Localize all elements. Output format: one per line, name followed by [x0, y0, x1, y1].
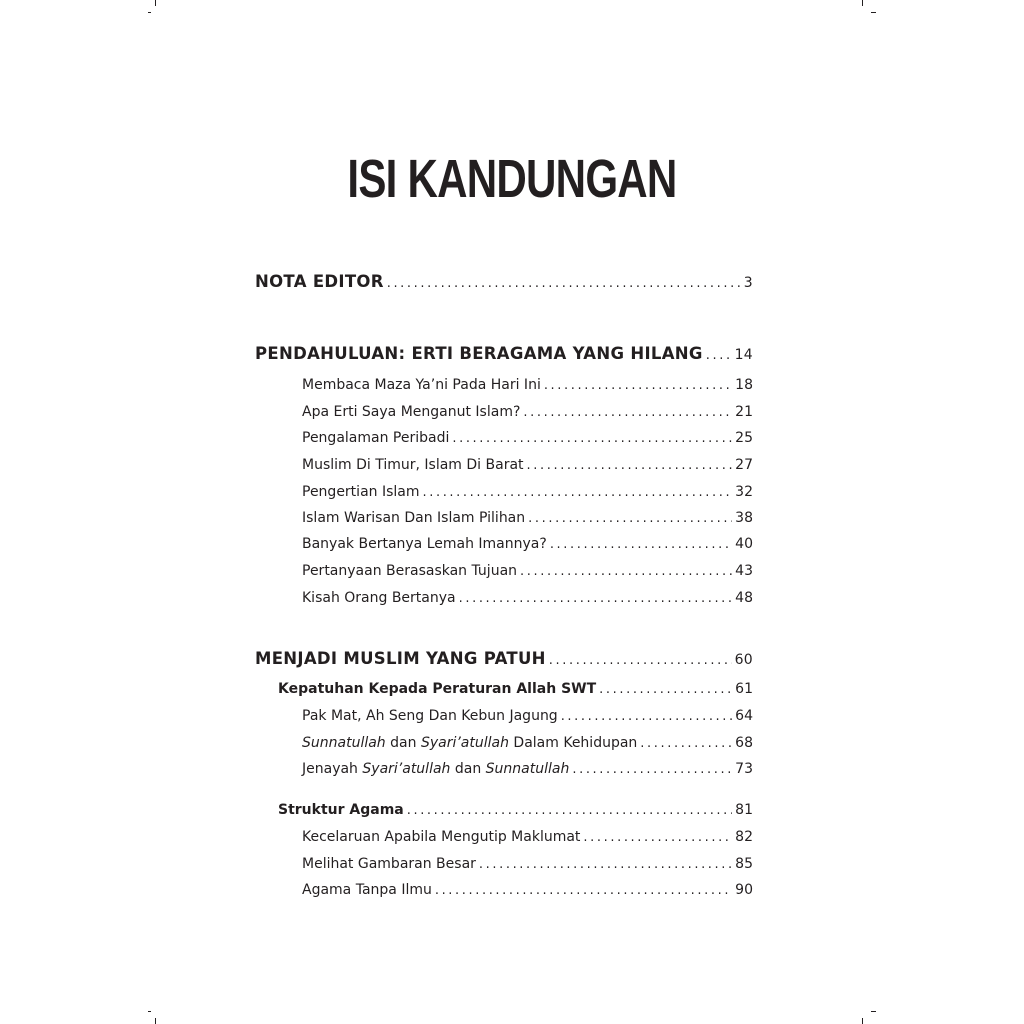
- toc-title-segment: Membaca Maza Ya’ni Pada Hari Ini: [302, 377, 541, 393]
- page-number: 40: [735, 536, 753, 552]
- page-number: 90: [735, 882, 753, 898]
- page-number: 14: [734, 347, 753, 363]
- toc-title-segment: Pengalaman Peribadi: [302, 430, 450, 446]
- toc-title-segment: Sunnatullah: [485, 761, 570, 777]
- toc-title-segment: Pertanyaan Berasaskan Tujuan: [302, 563, 518, 579]
- toc-title-segment: Kisah Orang Bertanya: [302, 590, 456, 606]
- toc-title-segment: Struktur Agama: [278, 802, 404, 818]
- page-number: 61: [735, 681, 753, 697]
- toc-entry-title: [302, 882, 432, 898]
- toc-entry-title: [278, 802, 404, 818]
- dot-leader: [583, 830, 732, 845]
- toc-entry: [302, 856, 753, 872]
- dot-leader: [561, 709, 732, 724]
- toc-entry: [255, 649, 753, 668]
- toc-entry-title: [302, 430, 449, 446]
- toc-entry: [278, 802, 753, 818]
- toc-entry: [278, 681, 753, 697]
- page-number: 48: [735, 590, 753, 606]
- toc-title-segment: Pak Mat, Ah Seng Dan Kebun Jagung: [302, 708, 558, 724]
- page-number: 32: [735, 484, 753, 500]
- toc-title-segment: Pengertian Islam: [302, 484, 420, 500]
- toc-entry-title: [302, 484, 420, 500]
- dot-leader: [550, 537, 732, 552]
- toc-title-segment: Apa Erti Saya Menganut Islam?: [302, 404, 521, 420]
- page-number: 27: [735, 457, 753, 473]
- toc-entry-title: [302, 856, 476, 872]
- page-number: 3: [743, 275, 753, 291]
- toc-entry: [302, 536, 753, 552]
- dot-leader: [549, 653, 732, 668]
- dot-leader: [479, 857, 732, 872]
- toc-title-segment: dan: [450, 761, 486, 777]
- toc-title-segment: Muslim Di Timur, Islam Di Barat: [302, 457, 524, 473]
- dot-leader: [387, 276, 741, 291]
- dot-leader: [407, 803, 732, 818]
- dot-leader: [452, 431, 732, 446]
- toc-title-segment: MENJADI MUSLIM YANG PATUH: [255, 649, 546, 668]
- toc-entry-title: [302, 563, 517, 579]
- page-number: 81: [735, 802, 753, 818]
- toc-title-segment: Syari’atullah: [420, 735, 509, 751]
- toc-entry: [302, 457, 753, 473]
- toc-title-segment: PENDAHULUAN: ERTI BERAGAMA YANG HILANG: [255, 344, 703, 363]
- dot-leader: [523, 405, 732, 420]
- toc-title-segment: dan: [385, 735, 421, 751]
- toc-entry-title: [278, 681, 596, 697]
- page-title: ISI KANDUNGAN: [347, 149, 677, 209]
- toc-title-segment: Dalam Kehidupan: [508, 735, 638, 751]
- dot-leader: [706, 348, 732, 363]
- toc-title-segment: NOTA EDITOR: [255, 272, 384, 291]
- toc-entry-title: [302, 735, 637, 751]
- toc-title-segment: Kecelaruan Apabila Mengutip Maklumat: [302, 829, 581, 845]
- toc-title-segment: Islam Warisan Dan Islam Pilihan: [302, 510, 526, 526]
- toc-entry-title: [302, 708, 558, 724]
- toc-entry-title: [302, 510, 525, 526]
- toc-entry: [302, 563, 753, 579]
- toc-entry: [302, 735, 753, 751]
- page-number: 68: [735, 735, 753, 751]
- toc-entry: [302, 404, 753, 420]
- toc-entry-title: [302, 536, 547, 552]
- toc-entry: [255, 344, 753, 363]
- toc-title-segment: Kepatuhan Kepada Peraturan Allah SWT: [278, 681, 597, 697]
- dot-leader: [640, 736, 732, 751]
- toc-entry-title: [302, 761, 569, 777]
- toc-entry: [302, 829, 753, 845]
- dot-leader: [520, 564, 732, 579]
- page-number: 18: [735, 377, 753, 393]
- toc-entry: [302, 761, 753, 777]
- toc-title-segment: Banyak Bertanya Lemah Imannya?: [302, 536, 547, 552]
- dot-leader: [527, 458, 733, 473]
- page-number: 43: [735, 563, 753, 579]
- toc-entry: [302, 708, 753, 724]
- toc-entry: [302, 590, 753, 606]
- dot-leader: [528, 511, 732, 526]
- toc-entry: [255, 272, 753, 291]
- dot-leader: [572, 762, 732, 777]
- page-number: 38: [735, 510, 753, 526]
- page-number: 85: [735, 856, 753, 872]
- dot-leader: [435, 883, 732, 898]
- toc-entry-title: [255, 272, 384, 291]
- toc-title-segment: Agama Tanpa Ilmu: [302, 882, 432, 898]
- dot-leader: [459, 591, 733, 606]
- toc-entry: [302, 510, 753, 526]
- toc-title-segment: Sunnatullah: [302, 735, 386, 751]
- toc-entry-title: [255, 649, 546, 668]
- page-number: 60: [734, 652, 753, 668]
- toc-entry: [302, 430, 753, 446]
- toc-title-segment: Syari’atullah: [362, 761, 451, 777]
- toc-entry-title: [302, 377, 541, 393]
- page-number: 73: [735, 761, 753, 777]
- toc-title-segment: Jenayah: [302, 761, 363, 777]
- dot-leader: [599, 682, 732, 697]
- toc-entry: [302, 377, 753, 393]
- toc-entry-title: [302, 404, 520, 420]
- page-number: 82: [735, 829, 753, 845]
- toc-entry-title: [255, 344, 703, 363]
- toc-entry: [302, 484, 753, 500]
- dot-leader: [423, 485, 733, 500]
- page-number: 25: [735, 430, 753, 446]
- toc-title-segment: Melihat Gambaran Besar: [302, 856, 476, 872]
- page-number: 21: [735, 404, 753, 420]
- toc-entry: [302, 882, 753, 898]
- toc-entry-title: [302, 590, 456, 606]
- toc-entry-title: [302, 829, 580, 845]
- page-number: 64: [735, 708, 753, 724]
- toc-entry-title: [302, 457, 524, 473]
- dot-leader: [544, 378, 732, 393]
